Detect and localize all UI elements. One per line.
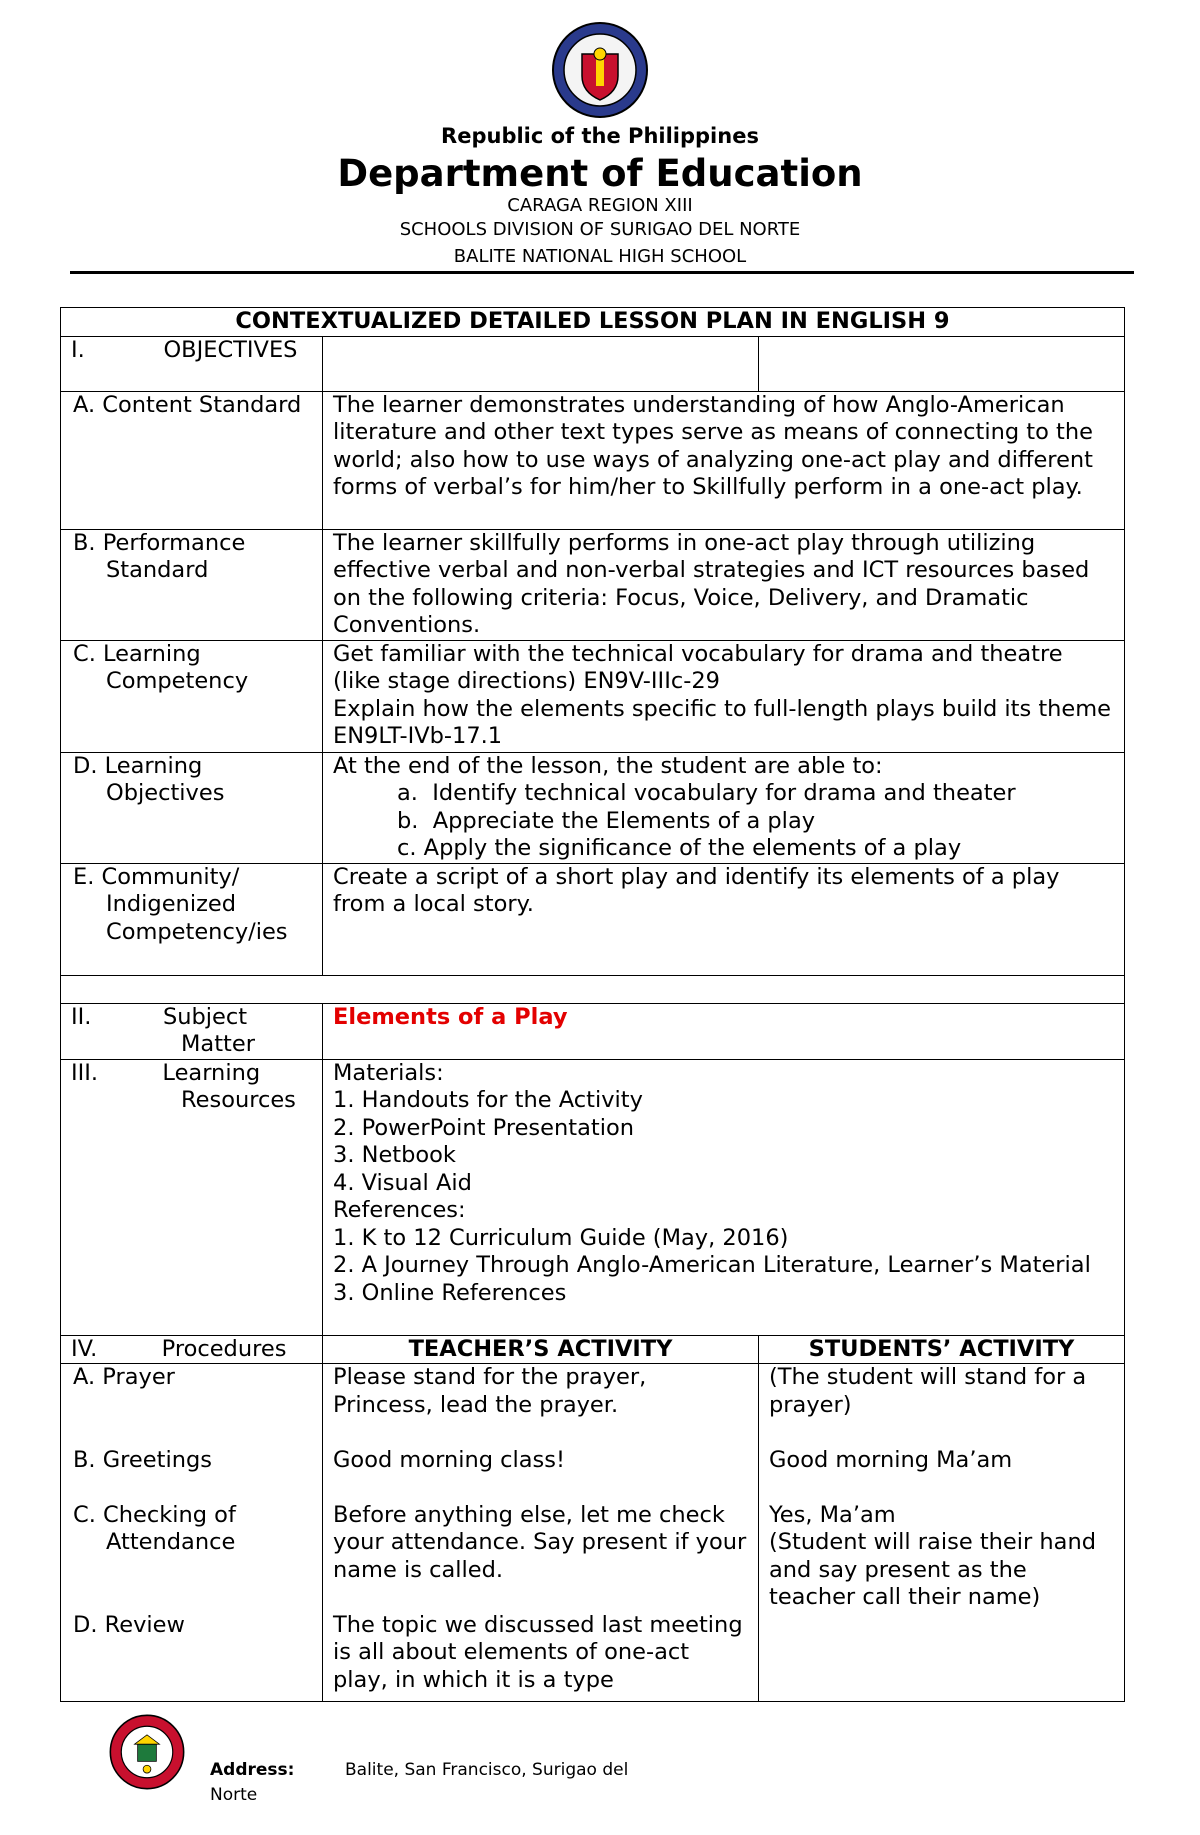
learning-objectives-label: D. Learning Objectives [61, 752, 323, 863]
reference-item: 1. K to 12 Curriculum Guide (May, 2016) [333, 1224, 789, 1251]
department-heading: Department of Education [337, 152, 863, 195]
table-row [61, 308, 1125, 337]
spacer-row [61, 975, 1125, 1003]
performance-standard-label: B. Performance Standard [61, 529, 323, 640]
school-heading: BALITE NATIONAL HIGH SCHOOL [453, 246, 747, 267]
table-row [61, 529, 1125, 640]
table-row [61, 1003, 1125, 1059]
address-text: Balite, San Francisco, Surigao del [345, 1760, 629, 1780]
line-gap [333, 1474, 748, 1502]
learning-objectives-text [323, 752, 1125, 863]
competency-line: Get familiar with the technical vocabulary for drama and theatre (like stage directions) EN9V-IIIc-29 [333, 640, 1063, 694]
community-competency-label: E. Community/ Indigenized Competency/ies [61, 863, 323, 975]
line-gap [333, 1419, 748, 1447]
material-item: 4. Visual Aid [333, 1169, 472, 1196]
step-prayer: A. Prayer [73, 1364, 175, 1390]
line-gap [106, 1419, 312, 1447]
republic-heading: Republic of the Philippines [441, 124, 759, 148]
objective-item: a. Identify technical vocabulary for drama and theater [397, 780, 1016, 806]
line-gap [106, 1474, 312, 1502]
lesson-plan-title: CONTEXTUALIZED DETAILED LESSON PLAN IN ENGLISH 9 [61, 308, 1125, 337]
line-gap [769, 1474, 1114, 1502]
objectives-label: I. OBJECTIVES [61, 336, 323, 391]
material-item: 3. Netbook [333, 1142, 456, 1168]
performance-standard-text: The learner skillfully performs in one-act play through utilizing effective verbal and non-verbal strategies and ICT resources based on the following criteria: Focus, Voice, Delivery, and Dramatic Conventions. [323, 529, 1125, 640]
procedures-label: IV. Procedures [61, 1335, 323, 1364]
material-item: 2. PowerPoint Presentation [333, 1114, 634, 1141]
address-continuation: Norte [210, 1785, 258, 1805]
teacher-review: The topic we discussed last meeting is all about elements of one-act play, in which it is a type [333, 1611, 743, 1693]
line-gap [106, 1584, 312, 1612]
line-gap [333, 1584, 748, 1612]
table-row [61, 1364, 1125, 1702]
step-review: D. Review [73, 1611, 185, 1638]
table-row [61, 391, 1125, 529]
objectives-intro: At the end of the lesson, the student are able to: [333, 752, 883, 779]
objective-item: c. Apply the significance of the elements of a play [397, 835, 962, 861]
learning-competency-text [323, 640, 1125, 752]
step-greetings: B. Greetings [73, 1446, 212, 1473]
step-attendance: C. Checking of Attendance [73, 1501, 236, 1555]
references-heading: References: [333, 1197, 466, 1223]
learning-resources-text [323, 1059, 1125, 1335]
table-row [61, 336, 1125, 391]
division-heading: SCHOOLS DIVISION OF SURIGAO DEL NORTE [399, 219, 801, 240]
materials-heading: Materials: [333, 1059, 444, 1086]
line-gap [106, 1392, 312, 1420]
learning-competency-label: C. Learning Competency [61, 640, 323, 752]
reference-item: 2. A Journey Through Anglo-American Literature, Learner’s Material [333, 1252, 1091, 1278]
school-seal [108, 1713, 186, 1791]
procedure-steps [61, 1364, 323, 1702]
table-row [61, 1059, 1125, 1335]
region-heading: CARAGA REGION XIII [507, 195, 693, 216]
table-row [61, 975, 1125, 1003]
community-competency-text: Create a script of a short play and identify its elements of a play from a local story. [323, 863, 1125, 975]
teacher-attendance: Before anything else, let me check your attendance. Say present if your name is called. [333, 1501, 747, 1583]
deped-seal [550, 20, 650, 120]
header-divider [70, 271, 1134, 274]
subject-matter-text: Elements of a Play [323, 1003, 1125, 1059]
table-row [61, 640, 1125, 752]
students-greetings: Good morning Ma’am [769, 1446, 1013, 1473]
table-row [61, 752, 1125, 863]
lesson-plan-table [60, 307, 1125, 1702]
students-attendance-note: (Student will raise their hand and say present as the teacher call their name) [769, 1529, 1096, 1610]
teacher-greetings: Good morning class! [333, 1446, 566, 1473]
address-label: Address: [210, 1760, 295, 1780]
teacher-prayer: Please stand for the prayer, Princess, lead the prayer. [333, 1364, 647, 1418]
students-prayer: (The student will stand for a prayer) [769, 1364, 1087, 1418]
table-row [61, 863, 1125, 975]
content-standard-label: A. Content Standard [61, 391, 323, 529]
teacher-activity-cell [323, 1364, 759, 1702]
subject-matter-label: II. Subject Matter [61, 1003, 323, 1059]
empty-cell [759, 336, 1125, 391]
objective-item: b. Appreciate the Elements of a play [397, 807, 816, 834]
students-attendance: Yes, Ma’am [769, 1501, 896, 1528]
material-item: 1. Handouts for the Activity [333, 1087, 643, 1113]
teacher-activity-heading: TEACHER’S ACTIVITY [323, 1335, 759, 1364]
students-activity-cell [759, 1364, 1125, 1702]
competency-line: Explain how the elements specific to full-length plays build its theme EN9LT-IVb-17.1 [333, 695, 1112, 749]
line-gap [769, 1419, 1114, 1447]
reference-item: 3. Online References [333, 1279, 567, 1306]
empty-cell [323, 336, 759, 391]
table-row [61, 1335, 1125, 1364]
learning-resources-label: III. Learning Resources [61, 1059, 323, 1335]
students-activity-heading: STUDENTS’ ACTIVITY [759, 1335, 1125, 1364]
content-standard-text: The learner demonstrates understanding of how Anglo-American literature and other text types serve as means of connecting to the world; also how to use ways of analyzing one-act play and different forms of verbal’s for him/her to Skillfully perform in a one-act play. [323, 391, 1125, 529]
line-gap [106, 1557, 312, 1585]
